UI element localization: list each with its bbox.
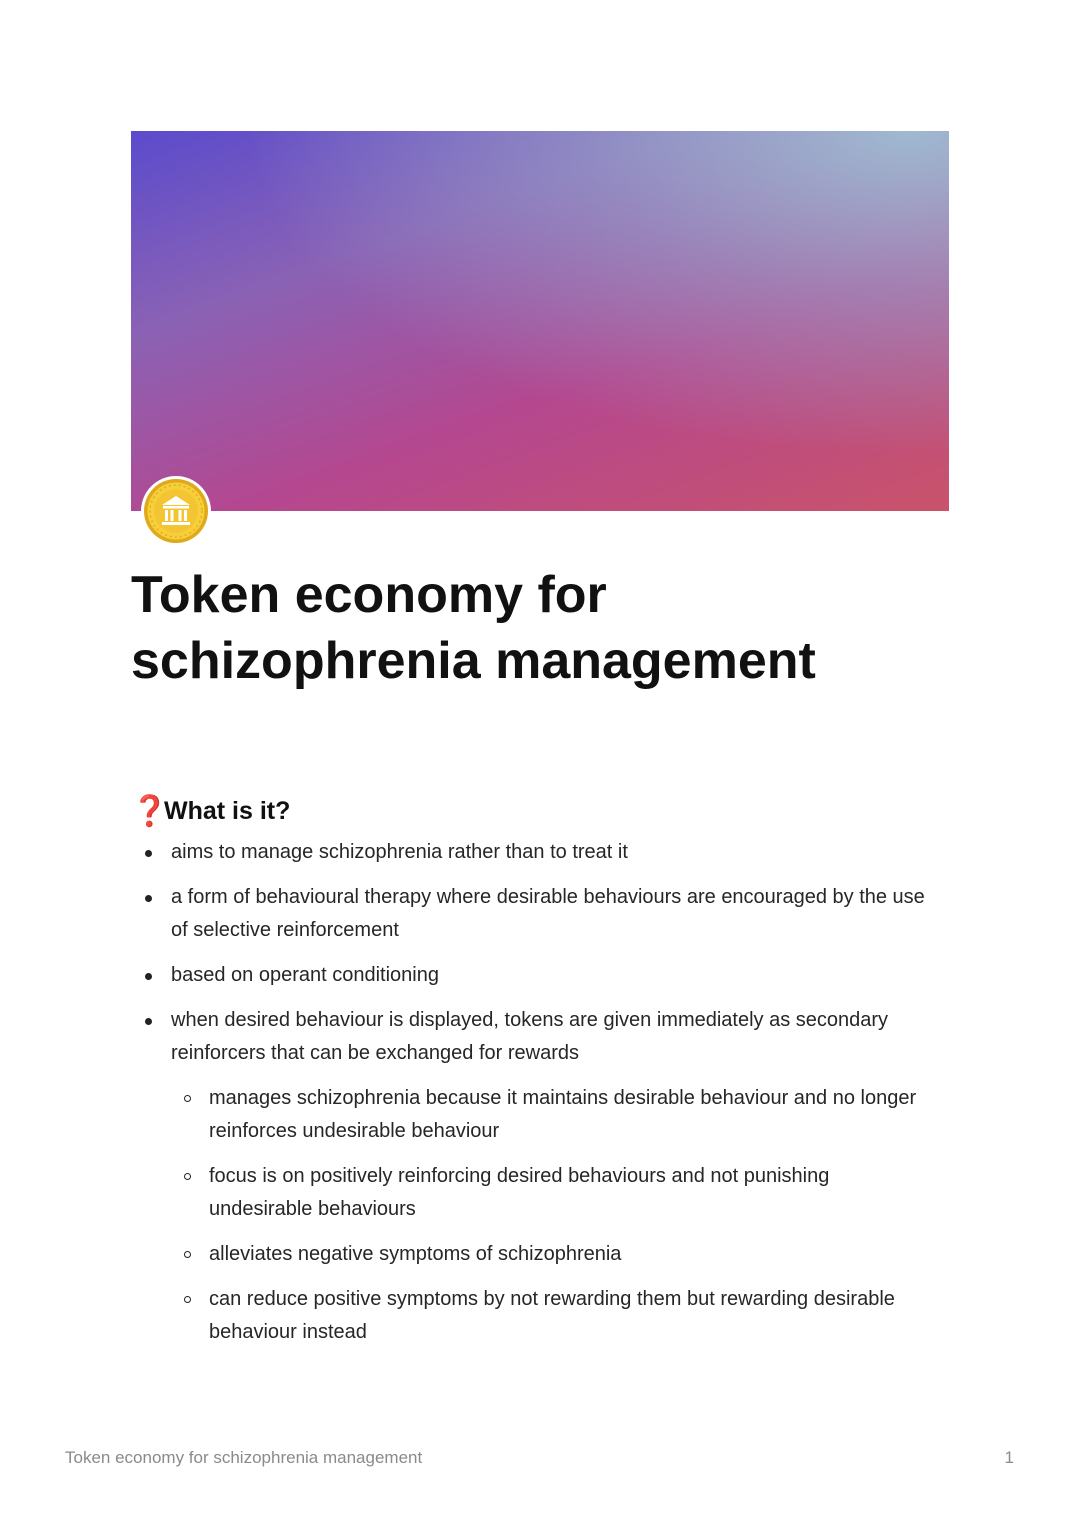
section-what-is-it [131,790,931,1361]
question-mark-icon: ❓ [131,794,169,828]
page-title: Token economy for schizophrenia management [131,566,816,690]
sub-list-item: focus is on positively reinforcing desired behaviours and not punishing undesirable behaviours [170,1160,931,1226]
coin-bank-icon [140,475,212,547]
list-item: aims to manage schizophrenia rather than to treat it [131,836,931,869]
footer-title: Token economy for schizophrenia management [65,1448,423,1467]
list-item: a form of behavioural therapy where desirable behaviours are encouraged by the use of selective reinforcement [131,881,931,947]
cover-image [131,131,949,511]
list-item: based on operant conditioning [131,959,931,992]
sub-bullet-container [131,1082,931,1349]
sub-list-item: can reduce positive symptoms by not rewarding them but rewarding desirable behaviour instead [170,1283,931,1349]
page-number: 1 [1004,1448,1014,1467]
section-heading [131,790,931,832]
bullet-list [131,836,931,1070]
sub-list-item: alleviates negative symptoms of schizophrenia [170,1238,931,1271]
sub-list-item: manages schizophrenia because it maintains desirable behaviour and no longer reinforces undesirable behaviour [170,1082,931,1148]
section-heading-text: What is it? [164,796,291,825]
list-item: when desired behaviour is displayed, tokens are given immediately as secondary reinforcers that can be exchanged for rewards [131,1004,931,1070]
sub-bullet-list [170,1082,931,1349]
